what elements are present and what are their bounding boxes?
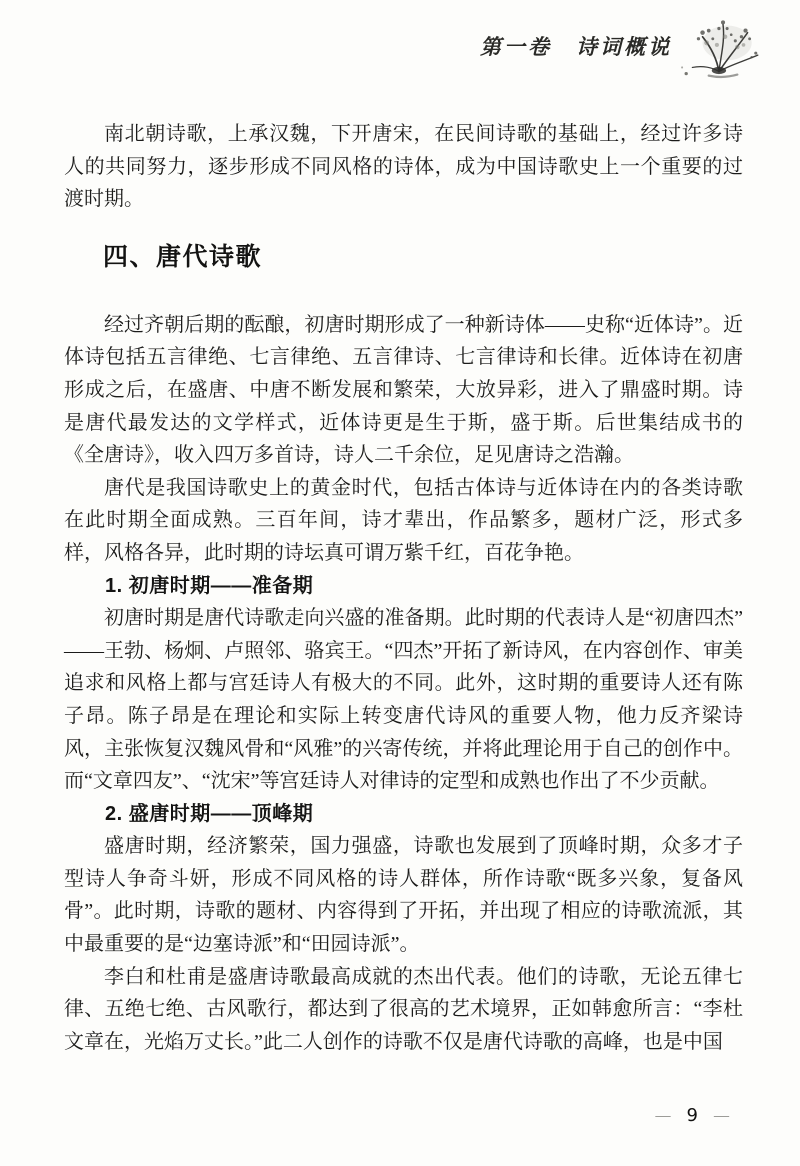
- paragraph-high-tang-1: 盛唐时期，经济繁荣，国力强盛，诗歌也发展到了顶峰时期，众多才子型诗人争奇斗妍，形成不同风格的诗人群体，所作诗歌“既多兴象，复备风骨”。此时期，诗歌的题材、内容得到了开拓，并出现了相应的诗歌流派，其中最重要的是“边塞诗派”和“田园诗派”。: [64, 835, 743, 956]
- running-head-title: 第一卷 诗词概说: [480, 34, 672, 59]
- ink-plant-icon: [678, 16, 766, 80]
- paragraph-tang-overview: 经过齐朝后期的酝酿，初唐时期形成了一种新诗体——史称“近体诗”。近体诗包括五言律绝、七言律绝、五言律诗、七言律诗和长律。近体诗在初唐形成之后，在盛唐、中唐不断发展和繁荣，大放异彩，进入了鼎盛时期。诗是唐代最发达的文学样式，近体诗更是生于斯，盛于斯。后世集结成书的《全唐诗》，收入四万多首诗，诗人二千余位，足见唐诗之浩瀚。: [64, 313, 743, 467]
- subsection-heading-early-tang: 1. 初唐时期——准备期: [105, 574, 314, 597]
- paragraph-high-tang-2: 李白和杜甫是盛唐诗歌最高成就的杰出代表。他们的诗歌，无论五律七律、五绝七绝、古风歌行，都达到了很高的艺术境界，正如韩愈所言：“李杜文章在，光焰万丈长。”此二人创作的诗歌不仅是唐代诗歌的高峰，也是中国: [64, 965, 743, 1053]
- subsection-heading-high-tang: 2. 盛唐时期——顶峰期: [105, 802, 314, 825]
- page-body: [64, 118, 743, 1058]
- page-number: 9: [686, 1105, 698, 1126]
- footer-dash-right: —: [713, 1108, 730, 1124]
- section-heading-tang-poetry: 四、唐代诗歌: [103, 242, 263, 271]
- page-header: [480, 16, 766, 80]
- page-footer: [655, 1104, 730, 1128]
- footer-dash-left: —: [654, 1108, 672, 1124]
- paragraph-intro: 南北朝诗歌，上承汉魏，下开唐宋，在民间诗歌的基础上，经过许多诗人的共同努力，逐步形成不同风格的诗体，成为中国诗歌史上一个重要的过渡时期。: [64, 123, 743, 211]
- paragraph-tang-golden-age: 唐代是我国诗歌史上的黄金时代，包括古体诗与近体诗在内的各类诗歌在此时期全面成熟。三百年间，诗才辈出，作品繁多，题材广泛，形式多样，风格各异，此时期的诗坛真可谓万紫千红，百花争艳。: [64, 476, 743, 564]
- paragraph-early-tang: 初唐时期是唐代诗歌走向兴盛的准备期。此时期的代表诗人是“初唐四杰”——王勃、杨炯、卢照邻、骆宾王。“四杰”开拓了新诗风，在内容创作、审美追求和风格上都与宫廷诗人有极大的不同。此外，这时期的重要诗人还有陈子昂。陈子昂是在理论和实际上转变唐代诗风的重要人物，他力反齐梁诗风，主张恢复汉魏风骨和“风雅”的兴寄传统，并将此理论用于自己的创作中。而“文章四友”、“沈宋”等宫廷诗人对律诗的定型和成熟也作出了不少贡献。: [64, 607, 743, 793]
